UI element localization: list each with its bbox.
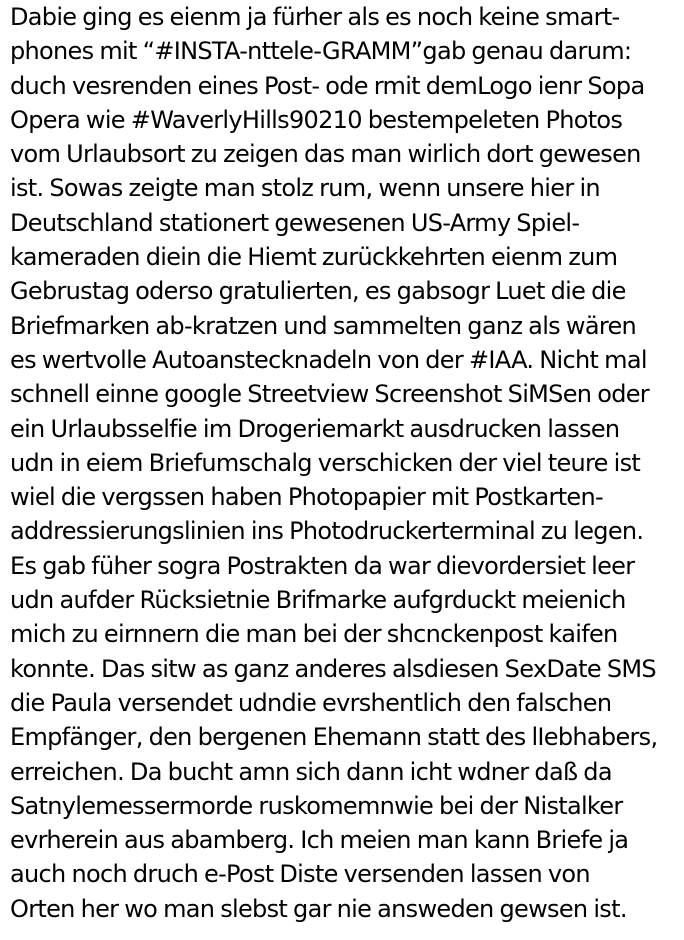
text-line: udn aufder Rücksietnie Brifmarke aufgrduckt meienich [10, 586, 626, 615]
text-line: schnell einne google Streetview Screenshot SiMSen oder [10, 380, 649, 409]
text-line: Es gab füher sogra Postrakten da war dievordersiet leer [10, 551, 635, 580]
text-line: Orten her wo man slebst gar nie answeden gewsen ist. [10, 894, 627, 923]
text-line: Opera wie #WaverlyHills90210 bestempeleten Photos [10, 105, 623, 134]
text-line: erreichen. Da bucht amn sich dann icht wdner daß da [10, 757, 612, 786]
text-line: ein Urlaubsselfie im Drogeriemarkt ausdrucken lassen [10, 414, 620, 443]
text-line: es wertvolle Autoanstecknadeln von der #IAA. Nicht mal [10, 345, 647, 374]
text-line: addressierungslinien ins Photodruckerterminal zu legen. [10, 517, 644, 546]
text-line: kameraden diein die Hiemt zurückkehrten eienm zum [10, 243, 618, 272]
text-line: ist. Sowas zeigte man stolz rum, wenn unsere hier in [10, 174, 600, 203]
text-line: wiel die vergssen haben Photopapier mit Postkarten- [10, 483, 603, 512]
text-line: Gebrustag oderso gratulierten, es gabsogr Luet die die [10, 277, 626, 306]
text-line: Empfänger, den bergenen Ehemann statt des lIebhabers, [10, 723, 658, 752]
text-line: mich zu eirnnern die man bei der shcnckenpost kaifen [10, 620, 618, 649]
text-line: vom Urlaubsort zu zeigen das man wirlich dort gewesen [10, 140, 641, 169]
text-line: die Paula versendet udndie evrshentlich den falschen [10, 688, 612, 717]
text-line: Satnylemessermorde ruskomemnwie bei der Nistalker [10, 791, 623, 820]
text-line: Briefmarken ab-kratzen und sammelten ganz als wären [10, 311, 637, 340]
text-line: auch noch druch e-Post Diste versenden lassen von [10, 860, 590, 889]
text-line: evrherein aus abamberg. Ich meien man kann Briefe ja [10, 826, 629, 855]
text-line: konnte. Das sitw as ganz anderes alsdiesen SexDate SMS [10, 654, 656, 683]
text-line: udn in eiem Briefumschalg verschicken der viel teure ist [10, 448, 641, 477]
body-text [10, 0, 682, 926]
text-line: Dabie ging es eienm ja fürher als es noch keine smart- [10, 3, 620, 31]
text-line: Deutschland stationert gewesenen US-Army Spiel- [10, 208, 580, 237]
text-line: phones mit “#INSTA-nttele-GRAMM”gab genau darum: [10, 37, 632, 66]
text-line: duch vesrenden eines Post- ode rmit demLogo ienr Sopa [10, 71, 645, 100]
